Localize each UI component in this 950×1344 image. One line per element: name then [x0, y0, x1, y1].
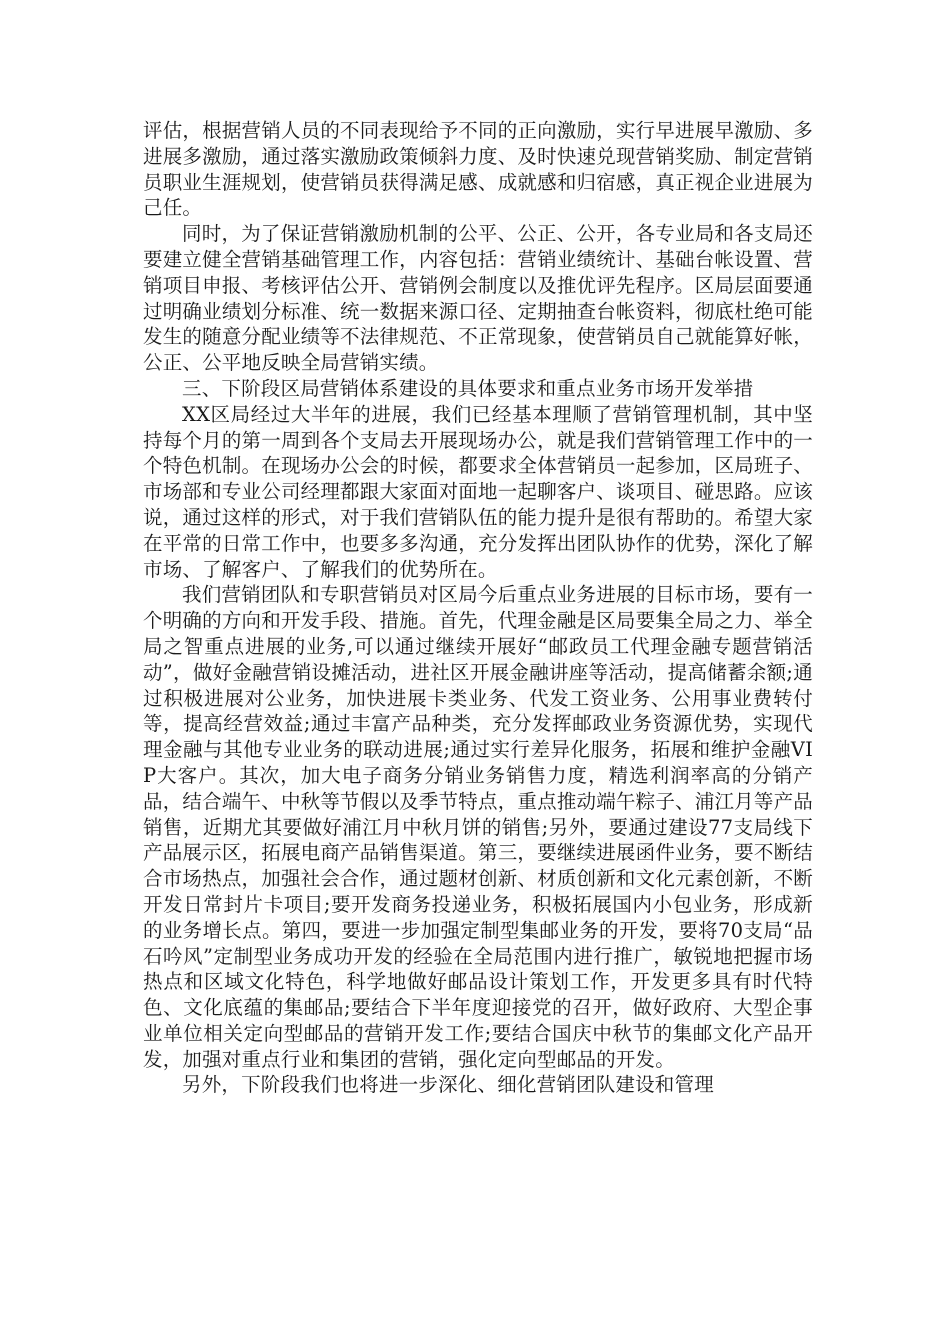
paragraph-basic-management: 同时，为了保证营销激励机制的公平、公正、公开，各专业局和各支局还要建立健全营销基础管理工作，内容包括：营销业绩统计、基础台帐设置、营销项目申报、考核评估公开、营销例会制度以及推优评先程序。区局层面要通过明确业绩划分标准、统一数据来源口径、定期抽查台帐资料，彻底杜绝可能发生的随意分配业绩等不法律规范、不正常现象，使营销员自己就能算好帐，公正、公平地反映全局营销实绩。: [143, 222, 813, 375]
paragraph-management-mechanism: XX区局经过大半年的进展，我们已经基本理顺了营销管理机制，其中坚持每个月的第一周到各个支局去开展现场办公，就是我们营销管理工作中的一个特色机制。在现场办公会的时候，都要求全体营销员一起参加，区局班子、市场部和专业公司经理都跟大家面对面地一起聊客户、谈项目、碰思路。应该说，通过这样的形式，对于我们营销队伍的能力提升是很有帮助的。希望大家在平常的日常工作中，也要多多沟通，充分发挥出团队协作的优势，深化了解市场、了解客户、了解我们的优势所在。: [143, 402, 813, 581]
paragraph-target-markets: 我们营销团队和专职营销员对区局今后重点业务进展的目标市场，要有一个明确的方向和开发手段、措施。首先，代理金融是区局要集全局之力、举全局之智重点进展的业务,可以通过继续开展好“邮政员工代理金融专题营销活动”，做好金融营销设摊活动，进社区开展金融讲座等活动，提高储蓄余额;通过积极进展对公业务，加快进展卡类业务、代发工资业务、公用事业费转付等，提高经营效益;通过丰富产品种类，充分发挥邮政业务资源优势，实现代理金融与其他专业业务的联动进展;通过实行差异化服务，拓展和维护金融VIP大客户。其次，加大电子商务分销业务销售力度，精选利润率高的分销产品，结合端午、中秋等节假以及季节特点，重点推动端午粽子、浦江月等产品销售，近期尤其要做好浦江月中秋月饼的销售;另外，要通过建设77支局线下产品展示区，拓展电商产品销售渠道。第三，要继续进展函件业务，要不断结合市场热点，加强社会合作，通过题材创新、材质创新和文化元素创新，不断开发日常封片卡项目;要开发商务投递业务，积极拓展国内小包业务，形成新的业务增长点。第四，要进一步加强定制型集邮业务的开发，要将70支局“品石吟风”定制型业务成功开发的经验在全局范围内进行推广，敏锐地把握市场热点和区域文化特色，科学地做好邮品设计策划工作，开发更多具有时代特色、文化底蕴的集邮品;要结合下半年度迎接党的召开，做好政府、大型企事业单位相关定向型邮品的营销开发工作;要结合国庆中秋节的集邮文化产品开发，加强对重点行业和集团的营销，强化定向型邮品的开发。: [143, 583, 813, 1071]
document-body: [143, 118, 813, 1098]
paragraph-further-plans: 另外，下阶段我们也将进一步深化、细化营销团队建设和管理: [182, 1073, 714, 1097]
section-heading-three: 三、下阶段区局营销体系建设的具体要求和重点业务市场开发举措: [182, 376, 754, 400]
paragraph-incentive-evaluation: 评估，根据营销人员的不同表现给予不同的正向激励，实行早进展早激励、多进展多激励，通过落实激励政策倾斜力度、及时快速兑现营销奖励、制定营销员职业生涯规划，使营销员获得满足感、成就感和归宿感，真正视企业进展为己任。: [143, 119, 813, 220]
